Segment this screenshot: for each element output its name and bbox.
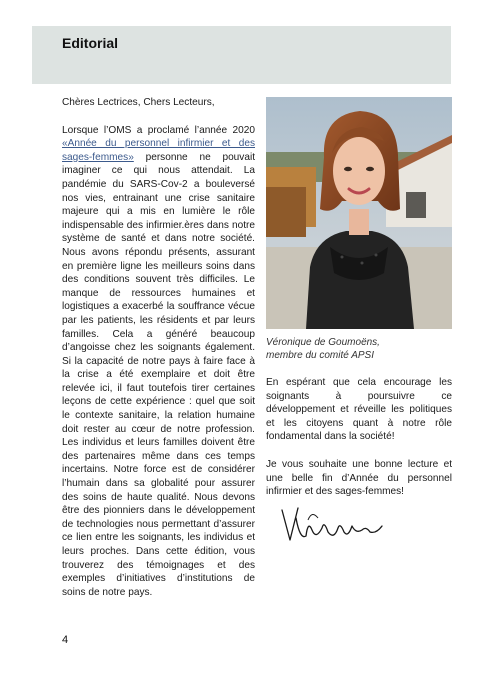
- greeting: Chères Lectrices, Chers Lecteurs,: [62, 97, 215, 108]
- body-text: personne ne pouvait imaginer ce qui nous attendait. La pandémie du SARS-Cov-2 a bouleversé nos vies, entrainant une crise sanitaire majeure qui a mis en lumière le rôle indispensable des infirmier.ères dans notre système de santé et dans notre société. Nous avons répondu présents, assurant en première ligne les meilleurs soins dans des conditions souvent très difficiles. Le manque de ressources humaines et logistiques a exacerbé la souffrance vécue par les patients, les résidents et par leurs familles. Cela a généré beaucoup d’angoisse chez les soignants également. Si la capacité de notre pays à faire face à la crise a été exemplaire et doit être relevée ici, il faut toutefois tirer certaines leçons de cette expérience : quel que soit le contexte sanitaire, la relation humaine doit rester au cœur de notre profession. Les individus et leurs familles doivent être des partenaires même dans ces temps incertains. Notre force est de considérer l’humain dans sa globalité pour assurer des soins de haute qualité. Nous devons être des pionniers dans le développement de technologies nous permettant d’assurer ce lien entre les soignants, les individus et leurs proches. Dans cette édition, vous trouverez des témoignages et des exemples d’initiatives d’institutions de soins de notre pays.: [62, 151, 255, 598]
- closing-paragraph: En espérant que cela encourage les soignants à poursuivre ce développement et réveille les politiques et les citoyens quant à notre rôle fondamental dans la société!: [266, 377, 452, 443]
- caption-role: membre du comité APSI: [266, 350, 375, 361]
- page-number: 4: [62, 634, 69, 646]
- lead-text: Lorsque l’OMS a proclamé l’année 2020: [62, 124, 255, 136]
- right-column: [266, 376, 452, 513]
- handwritten-signature: [278, 500, 388, 550]
- page-title: Editorial: [62, 35, 119, 51]
- left-column: [62, 96, 255, 612]
- portrait-photo: [266, 97, 452, 329]
- editorial-body: [62, 124, 255, 600]
- caption-name: Véronique de Goumoëns,: [266, 337, 380, 348]
- photo-caption: [266, 336, 456, 362]
- year-link[interactable]: «Année du personnel infirmier et des sages-femmes»: [62, 138, 255, 163]
- wishes-paragraph: Je vous souhaite une bonne lecture et une belle fin d’Année du personnel infirmier et des sages-femmes!: [266, 458, 452, 498]
- header-band: [32, 26, 451, 84]
